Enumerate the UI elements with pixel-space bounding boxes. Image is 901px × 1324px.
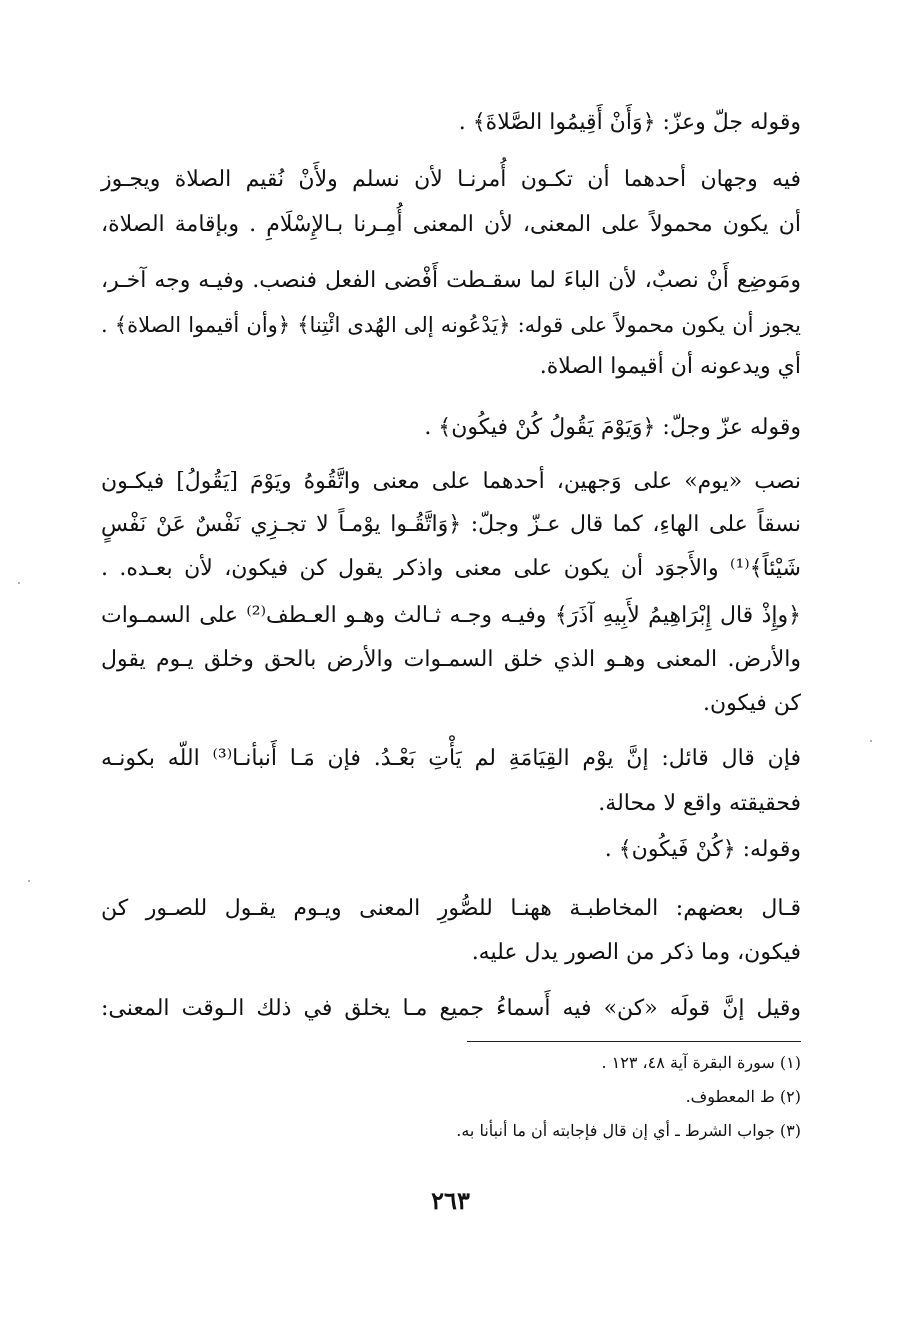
text-line: يجوز أن يكون محمولاً على قوله: ﴿يَدْعُونه إلى الهُدى ائْتِنا﴾ ﴿وأن أقيموا الصلاة﴾ . [101,313,801,337]
scan-speck [28,880,30,882]
footnote: (١) سورة البقرة آية ٤٨، ١٢٣ . [601,1053,801,1072]
text-line: نسقاً على الهاءِ، كما قال عـزّ وجلّ: ﴿وَاتَّقُـوا يوْمـاً لا تجـزِي نَفْسٌ عَنْ نَفْسٍ [101,512,801,537]
text-line: ومَوضِع أَنْ نصبٌ، لأن الباءَ لما سقـطت أَفْضى الفعل فنصب. وفيـه وجه آخـر، [101,268,801,293]
text-line: فيكون، وما ذكر من الصور يدل عليه. [471,940,801,965]
text-line: ﴿وإِذْ قال إِبْرَاهِيمُ لأَبِيهِ آذَرَ﴾ وفيـه وجـه ثـالث وهـو العـطف⁽²⁾ على السمـوات [101,603,801,628]
footnote: (٢) ط المعطوف. [685,1087,801,1106]
page-number: ٢٦٣ [431,1186,470,1215]
footnote: (٣) جواب الشرط ـ أي إن قال فإجابته أن ما أنبأنا به. [456,1121,801,1140]
text-line: كن فيكون. [702,691,801,716]
text-line: وقوله جلّ وعزّ: ﴿وَأَنْ أَقِيمُوا الصَّلاةَ﴾ . [458,110,801,135]
scan-speck [18,582,20,584]
text-line: فيه وجهان أحدهما أن تكـون أُمرنـا لأن نسلم ولأَنْ نُقيم الصلاة ويجـوز [101,167,801,192]
text-line: وقوله: ﴿كُنْ فَيكُون﴾ . [604,837,801,862]
text-line: فحقيقته واقع لا محالة. [598,791,801,816]
scan-speck [870,740,872,742]
footnote-divider [467,1041,801,1042]
text-line: شَيْئاً﴾⁽¹⁾ والأَجوَد أن يكون على معنى واذكر يقول كن فيكون، لأن بعـده. . [101,556,801,581]
text-line: وقيل إنَّ قولَه «كن» فيه أَسماءُ جميع مـا يخلق في ذلك الـوقت المعنى: [101,996,801,1021]
text-line: والأرض. المعنى وهـو الذي خلق السمـوات والأرض بالحق وخلق يـوم يقول [101,647,801,672]
text-line: نصب «يوم» على وَجهين، أحدهما على معنى واتَّقُوهُ ويَوْمَ [يَقُولُ] فيكـون [101,469,801,494]
text-line: قـال بعضهم: المخاطبـة ههنـا للصُّورِ المعنى ويـوم يقـول للصـور كن [101,896,801,921]
text-line: أي ويدعونه أن أقيموا الصلاة. [539,354,801,379]
text-line: أن يكون محمولاً على المعنى، لأن المعنى أُمِـرنا بـالإِسْلَامِ . وبإقامة الصلاة، [101,212,801,237]
text-line: فإن قال قائل: إنَّ يوْم القِيَامَةِ لم يَأْتِ بَعْـدُ. فإن مَـا أَنبأنـا⁽³⁾ اللّه بكونـه [101,746,801,771]
text-line: وقوله عزّ وجلّ: ﴿وَيَوْمَ يَقُولُ كُنْ فيكُون﴾ . [424,415,801,440]
